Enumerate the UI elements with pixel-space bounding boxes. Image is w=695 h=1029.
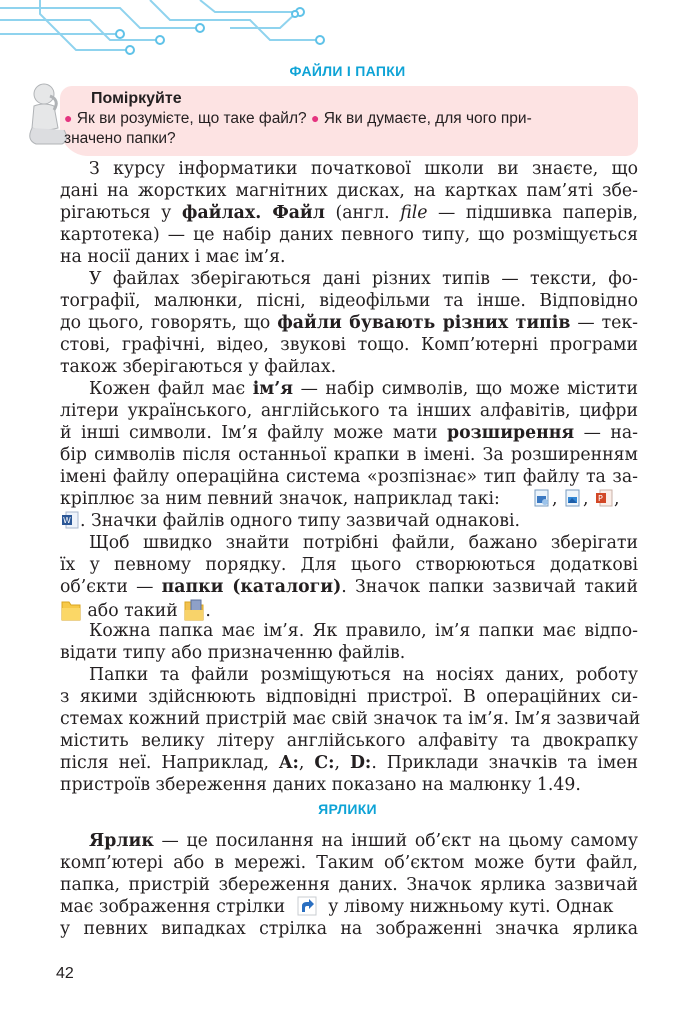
folder-with-files-icon [183,598,205,622]
text-line: Кожен файл має ім’я — набір символів, що може містити [89,379,638,399]
text-line: стові, графічні, відео, звукові тощо. Комп’ютерні програми [60,335,638,355]
svg-text:P: P [598,494,603,503]
think-title: Поміркуйте [91,90,182,107]
section-title-files-folders: ФАЙЛИ І ПАПКИ [289,63,406,79]
text-line: Папки та файли розміщуються на носіях даних, роботу [89,665,638,685]
text-line: Кожна папка має ім’я. Як правило, ім’я папки має відпо- [89,621,638,641]
text-line: тографії, малюнки, пісні, відеофільми та інше. Відповідно [60,291,638,311]
text-line: їх у певному порядку. Для цього створюються додаткові [60,555,638,575]
text-line: Щоб швидко знайти потрібні файли, бажано зберігати [89,533,638,553]
text-line: комп’ютері або в мережі. Таким об’єктом може бути файл, [60,853,638,873]
text-line: об’єкти — папки (каталоги). Значок папки зазвичай такий [60,577,638,597]
powerpoint-file-icon [594,488,614,508]
text-line: й інші символи. Ім’я файлу може мати розширення — на- [60,423,638,443]
think-question-2: значено папки? [64,130,176,147]
svg-text:W: W [63,516,71,525]
shortcut-arrow-icon [297,896,317,916]
text-line: після неї. Наприклад, A:, C:, D:. Приклади значків та імен [60,753,638,773]
text-line: літери українського, англійського та інших алфавітів, цифри [60,401,638,421]
text-line: бір символів після останньої крапки в імені. За розширенням [60,445,638,465]
text-line: також зберігаються у файлах. [60,357,337,377]
text-line: містить велику літеру англійського алфавіту та двокрапку [60,731,638,751]
word-file-icon [60,510,80,530]
media-file-icon [532,488,552,508]
text-line: стемах кожний пристрій має свій значок та ім’я. Ім’я зазвичай [60,709,641,729]
text-line: Ярлик — це посилання на інший об’єкт на цьому самому [89,831,638,851]
text-line: дані на жорстких магнітних дисках, на картках пам’яті збе- [60,181,638,201]
text-line: до цього, говорять, що файли бувають різних типів — тек- [60,313,638,333]
text-line: імені файлу операційна система «розпізнає» тип файлу та за- [60,467,638,487]
folder-icon [60,598,82,622]
section-title-shortcuts: ЯРЛИКИ [318,801,377,817]
text-line: У файлах зберігаються дані різних типів — тексти, фо- [89,269,638,289]
text-line: рігаються у файлах. Файл (англ. file — підшивка паперів, [60,203,638,223]
think-question-1: ● Як ви розумієте, що таке файл? ● Як ви думаєте, для чого при- [64,110,532,127]
text-line: на носії даних і має ім’я. [60,247,286,267]
text-line: пристроїв збереження даних показано на малюнку 1.49. [60,775,581,795]
text-line: з якими здійснюють відповідні пристрої. В операційних си- [60,687,638,707]
text-line: папка, пристрій збереження даних. Значок ярлика зазвичай [60,875,638,895]
text-line: кріплює за ним певний значок, наприклад такі: , , P , [60,489,620,509]
text-line: у певних випадках стрілка на зображенні значка ярлика [60,919,638,939]
image-file-icon [563,488,583,508]
bullet-icon: ● [64,110,73,126]
text-line: W . Значки файлів одного типу зазвичай однакові. [60,510,638,532]
page-number: 42 [56,965,74,982]
text-line: З курсу інформатики початкової школи ви знаєте, що [89,159,638,179]
text-line: має зображення стрілки у лівому нижньому куті. Однак [60,897,614,917]
text-line: відати типу або призначенню файлів. [60,643,406,663]
text-line: або такий . [60,598,638,620]
circuit-decoration [0,0,330,58]
text-line: картотека) — це набір даних певного типу, що розміщується [60,225,638,245]
bullet-icon: ● [310,110,320,126]
